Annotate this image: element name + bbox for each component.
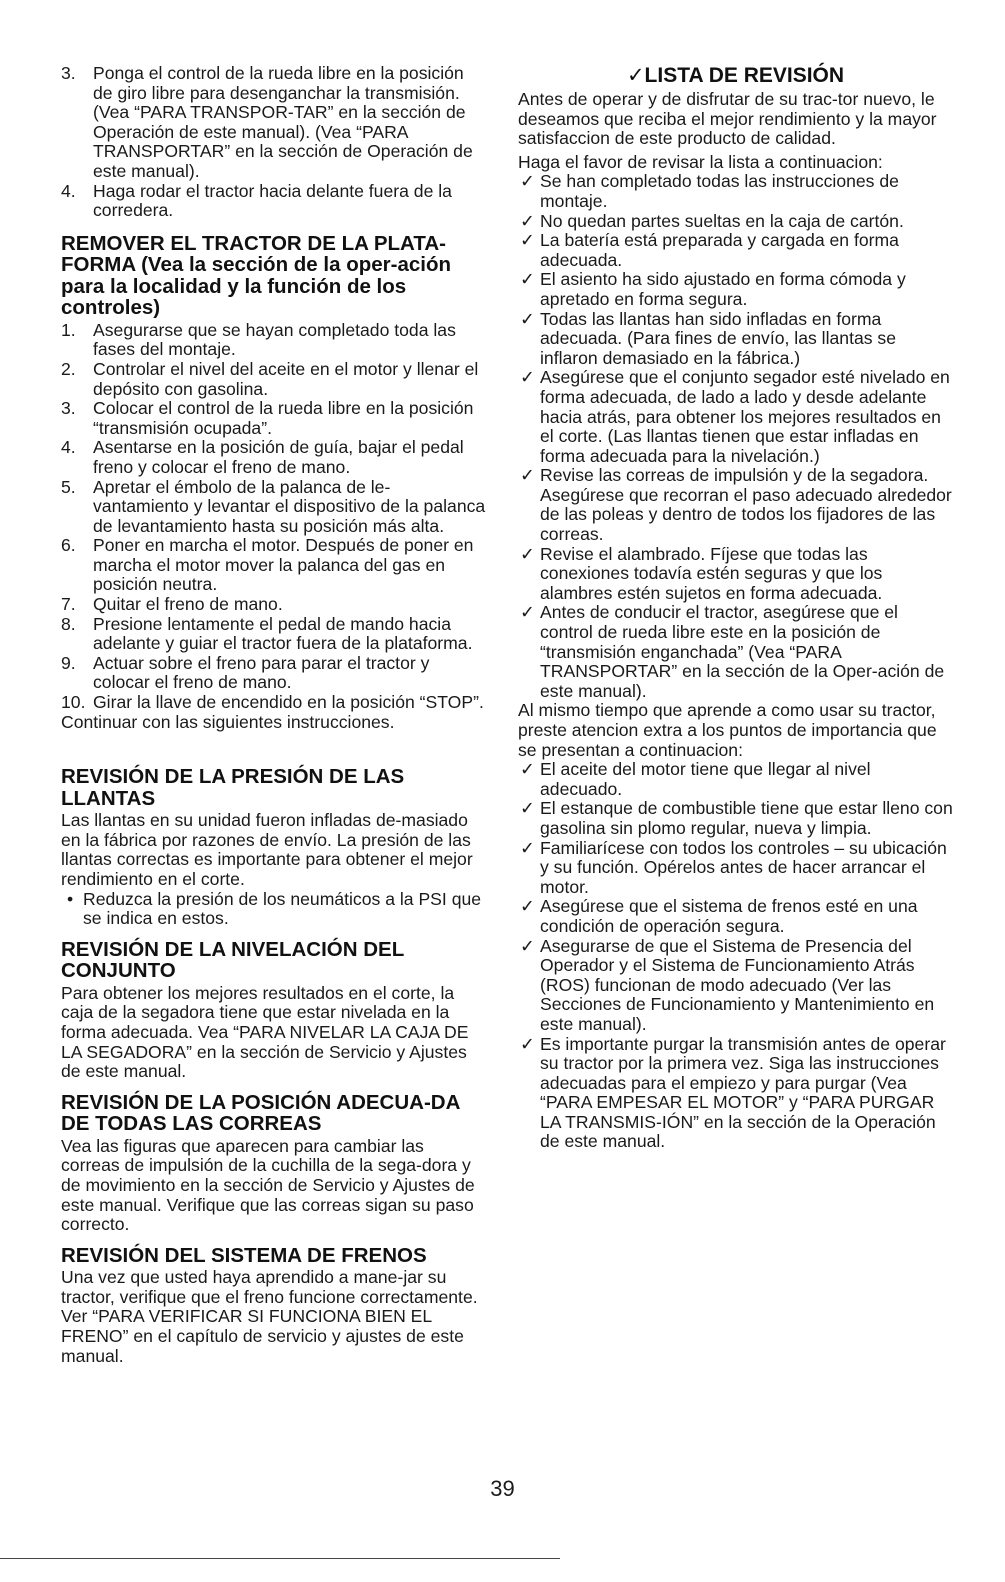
checklist-item bbox=[518, 1035, 953, 1153]
item-text: No quedan partes sueltas en la caja de cartón. bbox=[540, 210, 904, 231]
item-text: Poner en marcha el motor. Después de poner en marcha el motor mover la palanca del gas en posición neutra. bbox=[93, 535, 474, 595]
checklist-item bbox=[518, 760, 953, 799]
remover-steps-list bbox=[61, 321, 486, 713]
check-mark-icon: ✓ bbox=[520, 543, 535, 564]
checklist-item bbox=[518, 270, 953, 309]
item-number: 8. bbox=[61, 613, 76, 634]
section-heading-remover: REMOVER EL TRACTOR DE LA PLATA-FORMA (Vea la sección de la oper-ación para la localidad y la función de los controles) bbox=[61, 231, 451, 320]
item-text: Colocar el control de la rueda libre en la posición “transmisión ocupada”. bbox=[93, 398, 474, 438]
list-item bbox=[61, 615, 486, 654]
item-number: 1. bbox=[61, 319, 76, 340]
check-mark-icon: ✓ bbox=[520, 896, 535, 917]
item-text: Familiarícese con todos los controles – su ubicación y su función. Opérelos antes de hacer arrancar el motor. bbox=[540, 837, 947, 897]
check-mark-icon: ✓ bbox=[520, 935, 535, 956]
page-number: 39 bbox=[490, 1476, 515, 1501]
item-text: Quitar el freno de mano. bbox=[93, 594, 283, 615]
nivelacion-paragraph: Para obtener los mejores resultados en el corte, la caja de la segadora tiene que estar nivelada en la forma adecuada. Vea “PARA NIVELAR LA CAJA DE LA SEGADORA” en la sección de Servicio y Ajustes de este manual. bbox=[61, 982, 469, 1082]
checklist-item bbox=[518, 839, 953, 898]
item-number: 2. bbox=[61, 358, 76, 379]
list-item bbox=[61, 654, 486, 693]
section-heading-correas: REVISIÓN DE LA POSICIÓN ADECUA-DA DE TODAS LAS CORREAS bbox=[61, 1090, 460, 1136]
item-text: Asegúrese que el sistema de frenos esté en una condición de operación segura. bbox=[540, 896, 918, 936]
check-mark-icon: ✓ bbox=[520, 308, 535, 329]
list-item bbox=[61, 399, 486, 438]
presion-paragraph: Las llantas en su unidad fueron infladas de-masiado en la fábrica por razones de envío. La presión de las llantas correctas es importante para obtener el mejor rendimiento en el corte. bbox=[61, 810, 473, 889]
checklist-second bbox=[518, 760, 953, 1152]
check-mark-icon: ✓ bbox=[520, 1033, 535, 1054]
item-text: Revise las correas de impulsión y de la segadora. Asegúrese que recorran el paso adecuado alrededor de las poleas y dentro de todos los fijadores de las correas. bbox=[540, 465, 952, 545]
check-mark-icon: ✓ bbox=[520, 230, 535, 251]
section-heading-frenos: REVISIÓN DEL SISTEMA DE FRENOS bbox=[61, 1243, 427, 1267]
correas-paragraph: Vea las figuras que aparecen para cambiar las correas de impulsión de la cuchilla de la sega-dora y de movimiento en la sección de Servicio y Ajustes de este manual. Verifique que las correas sigan su paso correcto. bbox=[61, 1135, 475, 1235]
checklist-title: ✓LISTA DE REVISIÓN bbox=[626, 64, 845, 87]
item-text: Actuar sobre el freno para parar el tractor y colocar el freno de mano. bbox=[93, 652, 430, 693]
item-text: Ponga el control de la rueda libre en la posición de giro libre para desenganchar la transmisión. (Vea “PARA TRANSPOR-TAR” en la sección de Operación de este manual). (Vea “PARA TRANSPORTAR” en la sección de Operación de este manual). bbox=[93, 63, 473, 181]
checklist-first bbox=[518, 172, 953, 701]
checklist-item bbox=[518, 799, 953, 838]
bullet-item bbox=[61, 890, 486, 929]
item-text: El aceite del motor tiene que llegar al nivel adecuado. bbox=[540, 759, 871, 799]
check-mark-icon: ✓ bbox=[520, 465, 535, 486]
frenos-paragraph: Una vez que usted haya aprendido a mane-jar su tractor, verifique que el freno funcione correctamente. Ver “PARA VERIFICAR SI FUNCIONA BIEN EL FRENO” en el capítulo de servicio y ajustes de este manual. bbox=[61, 1267, 478, 1366]
item-number: 5. bbox=[61, 476, 76, 497]
check-mark-icon: ✓ bbox=[520, 798, 535, 819]
item-text: Asegúrese que el conjunto segador esté nivelado en forma adecuada, de lado a lado y desde adelante hacia atrás, para obtener los mejores resultados en el corte. (Las llantas tienen que estar infladas en forma adecuada para la nivelación.) bbox=[540, 367, 950, 466]
checklist-item bbox=[518, 545, 953, 604]
footer-rule bbox=[0, 1558, 560, 1559]
item-text: Todas las llantas han sido infladas en forma adecuada. (Para fines de envío, las llantas se inflaron demasiado en la fábrica.) bbox=[540, 308, 897, 368]
item-number: 9. bbox=[61, 652, 76, 673]
continue-text: Continuar con las siguientes instrucciones. bbox=[61, 711, 395, 732]
checklist-item bbox=[518, 231, 953, 270]
item-text: La batería está preparada y cargada en forma adecuada. bbox=[540, 230, 899, 270]
list-item bbox=[61, 321, 486, 360]
list-item bbox=[61, 64, 486, 182]
item-number: 3. bbox=[61, 63, 76, 83]
checklist-item bbox=[518, 368, 953, 466]
item-text: Asegurarse de que el Sistema de Presencia del Operador y el Sistema de Funcionamiento Atrás (ROS) funcionan de modo adecuado (Ver las Secciones de Funcionamiento y Mantenimiento en este manual). bbox=[540, 935, 935, 1034]
item-text: Antes de conducir el tractor, asegúrese que el control de rueda libre este en la posición de “transmisión enganchada” (Vea “PARA TRANSPORTAR” en la sección de la Oper-ación de este manual). bbox=[540, 602, 945, 701]
checklist-item bbox=[518, 310, 953, 369]
item-number: 10. bbox=[61, 692, 86, 713]
item-text: Girar la llave de encendido en la posición “STOP”. bbox=[93, 692, 484, 713]
list-item bbox=[61, 182, 486, 221]
check-mark-icon: ✓ bbox=[520, 269, 535, 290]
check-mark-icon: ✓ bbox=[520, 171, 535, 192]
checklist-intro: Antes de operar y de disfrutar de su trac-tor nuevo, le deseamos que reciba el mejor rendimiento y la mayor satisfaccion de este producto de calidad. bbox=[518, 89, 937, 149]
item-text: Es importante purgar la transmisión antes de operar su tractor por la primera vez. Siga las instrucciones adecuadas para el empiezo y para purgar (Vea “PARA EMPESAR EL MOTOR” y “PARA PURGAR LA TRANSMIS-IÓN” en la sección de la Operación de este manual. bbox=[540, 1033, 946, 1152]
checklist-item bbox=[518, 172, 953, 211]
section-heading-presion: REVISIÓN DE LA PRESIÓN DE LAS LLANTAS bbox=[61, 765, 405, 810]
check-mark-icon: ✓ bbox=[520, 210, 535, 231]
section-heading-nivelacion: REVISIÓN DE LA NIVELACIÓN DEL CONJUNTO bbox=[61, 937, 404, 983]
item-text: Controlar el nivel del aceite en el motor y llenar el depósito con gasolina. bbox=[93, 358, 479, 399]
check-mark-icon: ✓ bbox=[520, 367, 535, 388]
checklist-item bbox=[518, 603, 953, 701]
check-mark-icon: ✓ bbox=[520, 759, 535, 780]
middle-paragraph: Al mismo tiempo que aprende a como usar su tractor, preste atencion extra a los puntos de importancia que se presentan a continuacion: bbox=[518, 700, 937, 760]
item-text: Se han completado todas las instrucciones de montaje. bbox=[540, 171, 899, 211]
item-number: 3. bbox=[61, 398, 76, 419]
item-text: Asentarse en la posición de guía, bajar el pedal freno y colocar el freno de mano. bbox=[93, 437, 464, 477]
list-item bbox=[61, 536, 486, 595]
bullet-text: Reduzca la presión de los neumáticos a la PSI que se indica en estos. bbox=[83, 888, 482, 929]
checklist-item bbox=[518, 897, 953, 936]
left-column bbox=[61, 64, 486, 1366]
item-text: Revise el alambrado. Fíjese que todas las conexiones todavía estén seguras y que los alambres estén sujetos en forma adecuada. bbox=[540, 543, 883, 603]
bullet-marker: • bbox=[67, 888, 74, 909]
item-number: 4. bbox=[61, 180, 76, 201]
list-item bbox=[61, 360, 486, 399]
checklist-instruction: Haga el favor de revisar la lista a continuacion: bbox=[518, 151, 883, 172]
item-text: El estanque de combustible tiene que estar lleno con gasolina sin plomo regular, nueva y limpia. bbox=[540, 798, 953, 838]
checklist-item bbox=[518, 212, 953, 232]
list-item bbox=[61, 595, 486, 615]
list-item bbox=[61, 478, 486, 537]
list-item bbox=[61, 693, 486, 713]
item-text: El asiento ha sido ajustado en forma cómoda y apretado en forma segura. bbox=[540, 269, 906, 309]
check-mark-icon: ✓ bbox=[520, 837, 535, 858]
item-text: Haga rodar el tractor hacia delante fuera de la corredera. bbox=[93, 180, 452, 221]
item-text: Asegurarse que se hayan completado toda las fases del montaje. bbox=[93, 319, 456, 360]
item-number: 7. bbox=[61, 594, 76, 615]
check-mark-icon: ✓ bbox=[520, 602, 535, 623]
item-number: 4. bbox=[61, 437, 76, 458]
item-number: 6. bbox=[61, 535, 76, 556]
list-item bbox=[61, 438, 486, 477]
checklist-item bbox=[518, 937, 953, 1035]
item-text: Presione lentamente el pedal de mando hacia adelante y guiar el tractor fuera de la plataforma. bbox=[93, 613, 473, 654]
right-column bbox=[518, 64, 953, 1152]
item-text: Apretar el émbolo de la palanca de le-vantamiento y levantar el dispositivo de la palanca de levantamiento hasta su posición más alta. bbox=[93, 476, 486, 536]
checklist-item bbox=[518, 466, 953, 544]
